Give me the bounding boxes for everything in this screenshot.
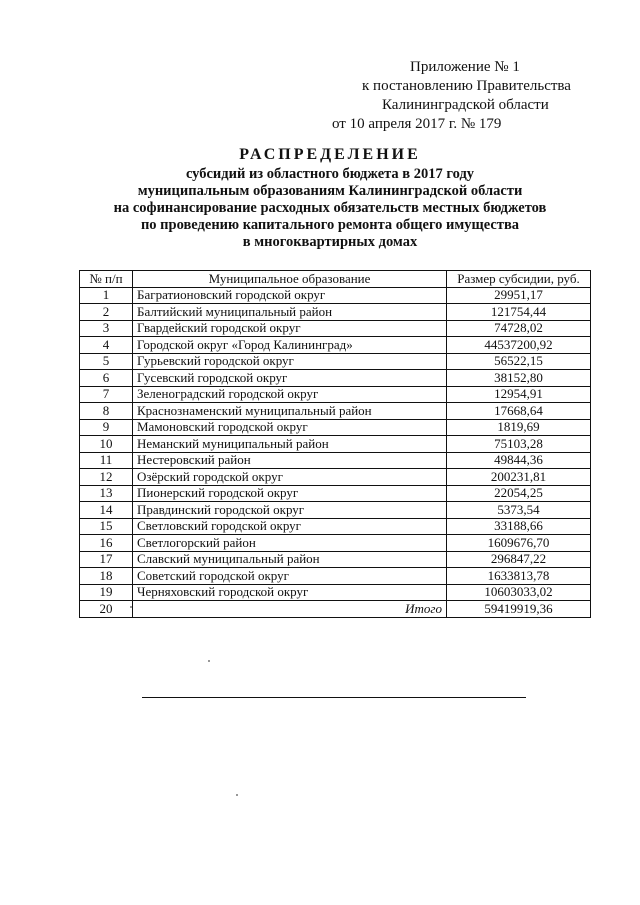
table-row	[80, 485, 591, 502]
row-number: 16	[80, 535, 133, 552]
row-amount: 49844,36	[447, 452, 591, 469]
appendix-date: от 10 апреля 2017 г. № 179	[332, 116, 502, 132]
row-amount: 121754,44	[447, 304, 591, 321]
row-municipality: Славский муниципальный район	[133, 551, 447, 568]
title-line-4: по проведению капитального ремонта общего имущества	[140, 217, 520, 233]
title-line-2: муниципальным образованиям Калининградской области	[137, 183, 523, 199]
row-amount: 1819,69	[447, 419, 591, 436]
row-municipality: Светловский городской округ	[133, 518, 447, 535]
appendix-number: Приложение № 1	[410, 59, 520, 75]
row-number: 13	[80, 485, 133, 502]
total-number: 20	[80, 601, 133, 618]
row-municipality: Гусевский городской округ	[133, 370, 447, 387]
table-row	[80, 584, 591, 601]
subsidy-table	[79, 270, 591, 618]
scan-speck	[208, 660, 210, 662]
row-municipality: Советский городской округ	[133, 568, 447, 585]
row-number: 14	[80, 502, 133, 519]
table-row	[80, 287, 591, 304]
row-number: 3	[80, 320, 133, 337]
row-number: 1	[80, 287, 133, 304]
row-number: 11	[80, 452, 133, 469]
row-number: 6	[80, 370, 133, 387]
header-number: № п/п	[80, 271, 133, 288]
row-municipality: Мамоновский городской округ	[133, 419, 447, 436]
title-line-3: на софинансирование расходных обязательств местных бюджетов	[113, 200, 547, 216]
row-amount: 29951,17	[447, 287, 591, 304]
row-municipality: Неманский муниципальный район	[133, 436, 447, 453]
table-body	[80, 287, 591, 617]
total-row	[80, 601, 591, 618]
row-municipality: Озёрский городской округ	[133, 469, 447, 486]
row-amount: 1633813,78	[447, 568, 591, 585]
row-municipality: Гвардейский городской округ	[133, 320, 447, 337]
appendix-region: Калининградской области	[382, 97, 549, 113]
row-amount: 33188,66	[447, 518, 591, 535]
table-row	[80, 551, 591, 568]
row-amount: 296847,22	[447, 551, 591, 568]
scan-speck	[236, 794, 238, 796]
total-label: Итого	[133, 601, 447, 618]
row-number: 4	[80, 337, 133, 354]
table-row	[80, 436, 591, 453]
row-amount: 22054,25	[447, 485, 591, 502]
title-line-5: в многоквартирных домах	[242, 234, 418, 250]
table-row	[80, 320, 591, 337]
appendix-block	[300, 58, 600, 134]
row-amount: 44537200,92	[447, 337, 591, 354]
table-row	[80, 386, 591, 403]
header-amount: Размер субсидии, руб.	[447, 271, 591, 288]
table-row	[80, 304, 591, 321]
table-row	[80, 353, 591, 370]
row-number: 17	[80, 551, 133, 568]
row-municipality: Светлогорский район	[133, 535, 447, 552]
row-number: 8	[80, 403, 133, 420]
row-number: 9	[80, 419, 133, 436]
row-number: 19	[80, 584, 133, 601]
row-amount: 17668,64	[447, 403, 591, 420]
document-title	[70, 146, 590, 251]
table-row	[80, 568, 591, 585]
row-number: 10	[80, 436, 133, 453]
table-row	[80, 518, 591, 535]
row-amount: 200231,81	[447, 469, 591, 486]
row-municipality: Правдинский городской округ	[133, 502, 447, 519]
row-number: 5	[80, 353, 133, 370]
table-row	[80, 419, 591, 436]
row-amount: 10603033,02	[447, 584, 591, 601]
row-number: 18	[80, 568, 133, 585]
scan-speck	[130, 606, 132, 608]
header-municipality: Муниципальное образование	[133, 271, 447, 288]
row-municipality: Зеленоградский городской округ	[133, 386, 447, 403]
row-amount: 1609676,70	[447, 535, 591, 552]
row-municipality: Багратионовский городской округ	[133, 287, 447, 304]
row-municipality: Краснознаменский муниципальный район	[133, 403, 447, 420]
row-amount: 5373,54	[447, 502, 591, 519]
row-municipality: Балтийский муниципальный район	[133, 304, 447, 321]
appendix-decree: к постановлению Правительства	[362, 78, 571, 94]
row-number: 12	[80, 469, 133, 486]
table-row	[80, 502, 591, 519]
row-amount: 56522,15	[447, 353, 591, 370]
row-number: 2	[80, 304, 133, 321]
table-row	[80, 337, 591, 354]
row-municipality: Пионерский городской округ	[133, 485, 447, 502]
row-municipality: Городской округ «Город Калининград»	[133, 337, 447, 354]
total-amount: 59419919,36	[447, 601, 591, 618]
row-municipality: Нестеровский район	[133, 452, 447, 469]
row-amount: 38152,80	[447, 370, 591, 387]
row-number: 15	[80, 518, 133, 535]
row-municipality: Гурьевский городской округ	[133, 353, 447, 370]
closing-line	[142, 697, 526, 698]
table-header-row	[80, 271, 591, 288]
row-municipality: Черняховский городской округ	[133, 584, 447, 601]
row-amount: 12954,91	[447, 386, 591, 403]
table-row	[80, 370, 591, 387]
table-row	[80, 452, 591, 469]
row-amount: 74728,02	[447, 320, 591, 337]
title-line-1: субсидий из областного бюджета в 2017 году	[185, 166, 475, 182]
title-main: РАСПРЕДЕЛЕНИЕ	[239, 146, 421, 163]
table-row	[80, 535, 591, 552]
row-number: 7	[80, 386, 133, 403]
table-row	[80, 469, 591, 486]
table-row	[80, 403, 591, 420]
row-amount: 75103,28	[447, 436, 591, 453]
